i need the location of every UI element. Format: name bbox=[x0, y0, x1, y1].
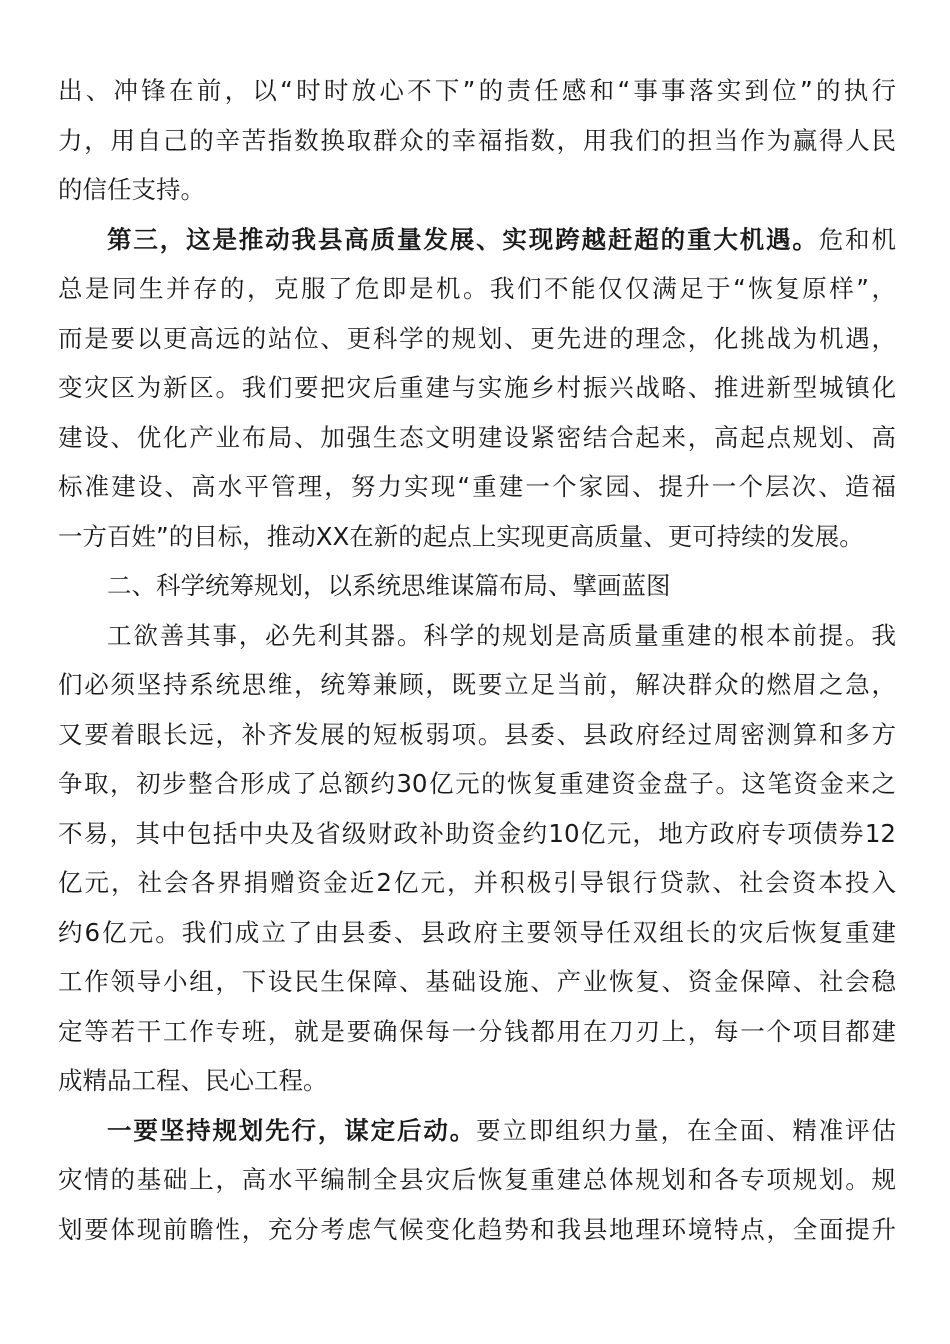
text-line: 成精品工程、民心工程。 bbox=[58, 1066, 328, 1095]
text-line: 不易，其中包括中央及省级财政补助资金约10亿元，地方政府专项债券12 bbox=[58, 818, 896, 848]
text-line: 又要着眼长远，补齐发展的短板弱项。县委、县政府经过周密测算和多方 bbox=[58, 719, 896, 749]
paragraph-third-opportunity bbox=[58, 215, 896, 562]
paragraph-planning-first bbox=[58, 1106, 896, 1255]
text-line: 争取，初步整合形成了总额约30亿元的恢复重建资金盘子。这笔资金来之 bbox=[58, 769, 896, 798]
text-fragment: 要立即组织力量，在全面、精准评估 bbox=[476, 1115, 897, 1145]
text-line: 工欲善其事，必先利其器。科学的规划是高质量重建的根本前提。我 bbox=[107, 620, 896, 650]
text-line: 总是同生并存的，克服了危即是机。我们不能仅仅满足于“恢复原样”， bbox=[58, 274, 896, 303]
text-line: 的信任支持。 bbox=[58, 175, 205, 204]
text-line: 定等若干工作专班，就是要确保每一分钱都用在刀刃上，每一个项目都建 bbox=[58, 1016, 896, 1046]
text-line: 出、冲锋在前，以“时时放心不下”的责任感和“事事落实到位”的执行 bbox=[58, 76, 896, 105]
text-line bbox=[58, 215, 896, 265]
text-line: 们必须坚持系统思维，统筹兼顾，既要立足当前，解决群众的燃眉之急， bbox=[58, 670, 896, 699]
bold-lead-sentence: 一要坚持规划先行，谋定后动。 bbox=[107, 1115, 477, 1145]
text-line: 划要体现前瞻性，充分考虑气候变化趋势和我县地理环境特点，全面提升 bbox=[58, 1214, 896, 1244]
text-line: 变灾区为新区。我们要把灾后重建与实施乡村振兴战略、推进新型城镇化 bbox=[58, 373, 896, 402]
text-line: 灾情的基础上，高水平编制全县灾后恢复重建总体规划和各专项规划。规 bbox=[58, 1165, 896, 1194]
text-line bbox=[58, 1106, 896, 1156]
text-line: 而是要以更高远的站位、更科学的规划、更先进的理念，化挑战为机遇， bbox=[58, 323, 896, 353]
paragraph-planning-funds bbox=[58, 611, 896, 1106]
section-heading-2 bbox=[58, 561, 896, 611]
document-body bbox=[58, 66, 896, 1254]
bold-lead-sentence: 第三，这是推动我县高质量发展、实现跨越赶超的重大机遇。 bbox=[107, 224, 819, 254]
text-line: 亿元，社会各界捐赠资金近2亿元，并积极引导银行贷款、社会资本投入 bbox=[58, 868, 896, 897]
text-line: 建设、优化产业布局、加强生态文明建设紧密结合起来，高起点规划、高 bbox=[58, 422, 896, 452]
text-line: 标准建设、高水平管理，努力实现“重建一个家园、提升一个层次、造福 bbox=[58, 472, 896, 501]
text-line: 工作领导小组，下设民生保障、基础设施、产业恢复、资金保障、社会稳 bbox=[58, 967, 896, 996]
text-fragment: 危和机 bbox=[818, 224, 897, 254]
text-line: 力，用自己的辛苦指数换取群众的幸福指数，用我们的担当作为赢得人民 bbox=[58, 125, 896, 155]
text-line: 约6亿元。我们成立了由县委、县政府主要领导任双组长的灾后恢复重建 bbox=[58, 917, 896, 947]
text-line: 一方百姓”的目标，推动XX在新的起点上实现更高质量、更可持续的发展。 bbox=[58, 521, 864, 551]
paragraph-responsibility-continued bbox=[58, 66, 896, 215]
section-heading: 二、科学统筹规划，以系统思维谋篇布局、擘画蓝图 bbox=[107, 571, 671, 600]
